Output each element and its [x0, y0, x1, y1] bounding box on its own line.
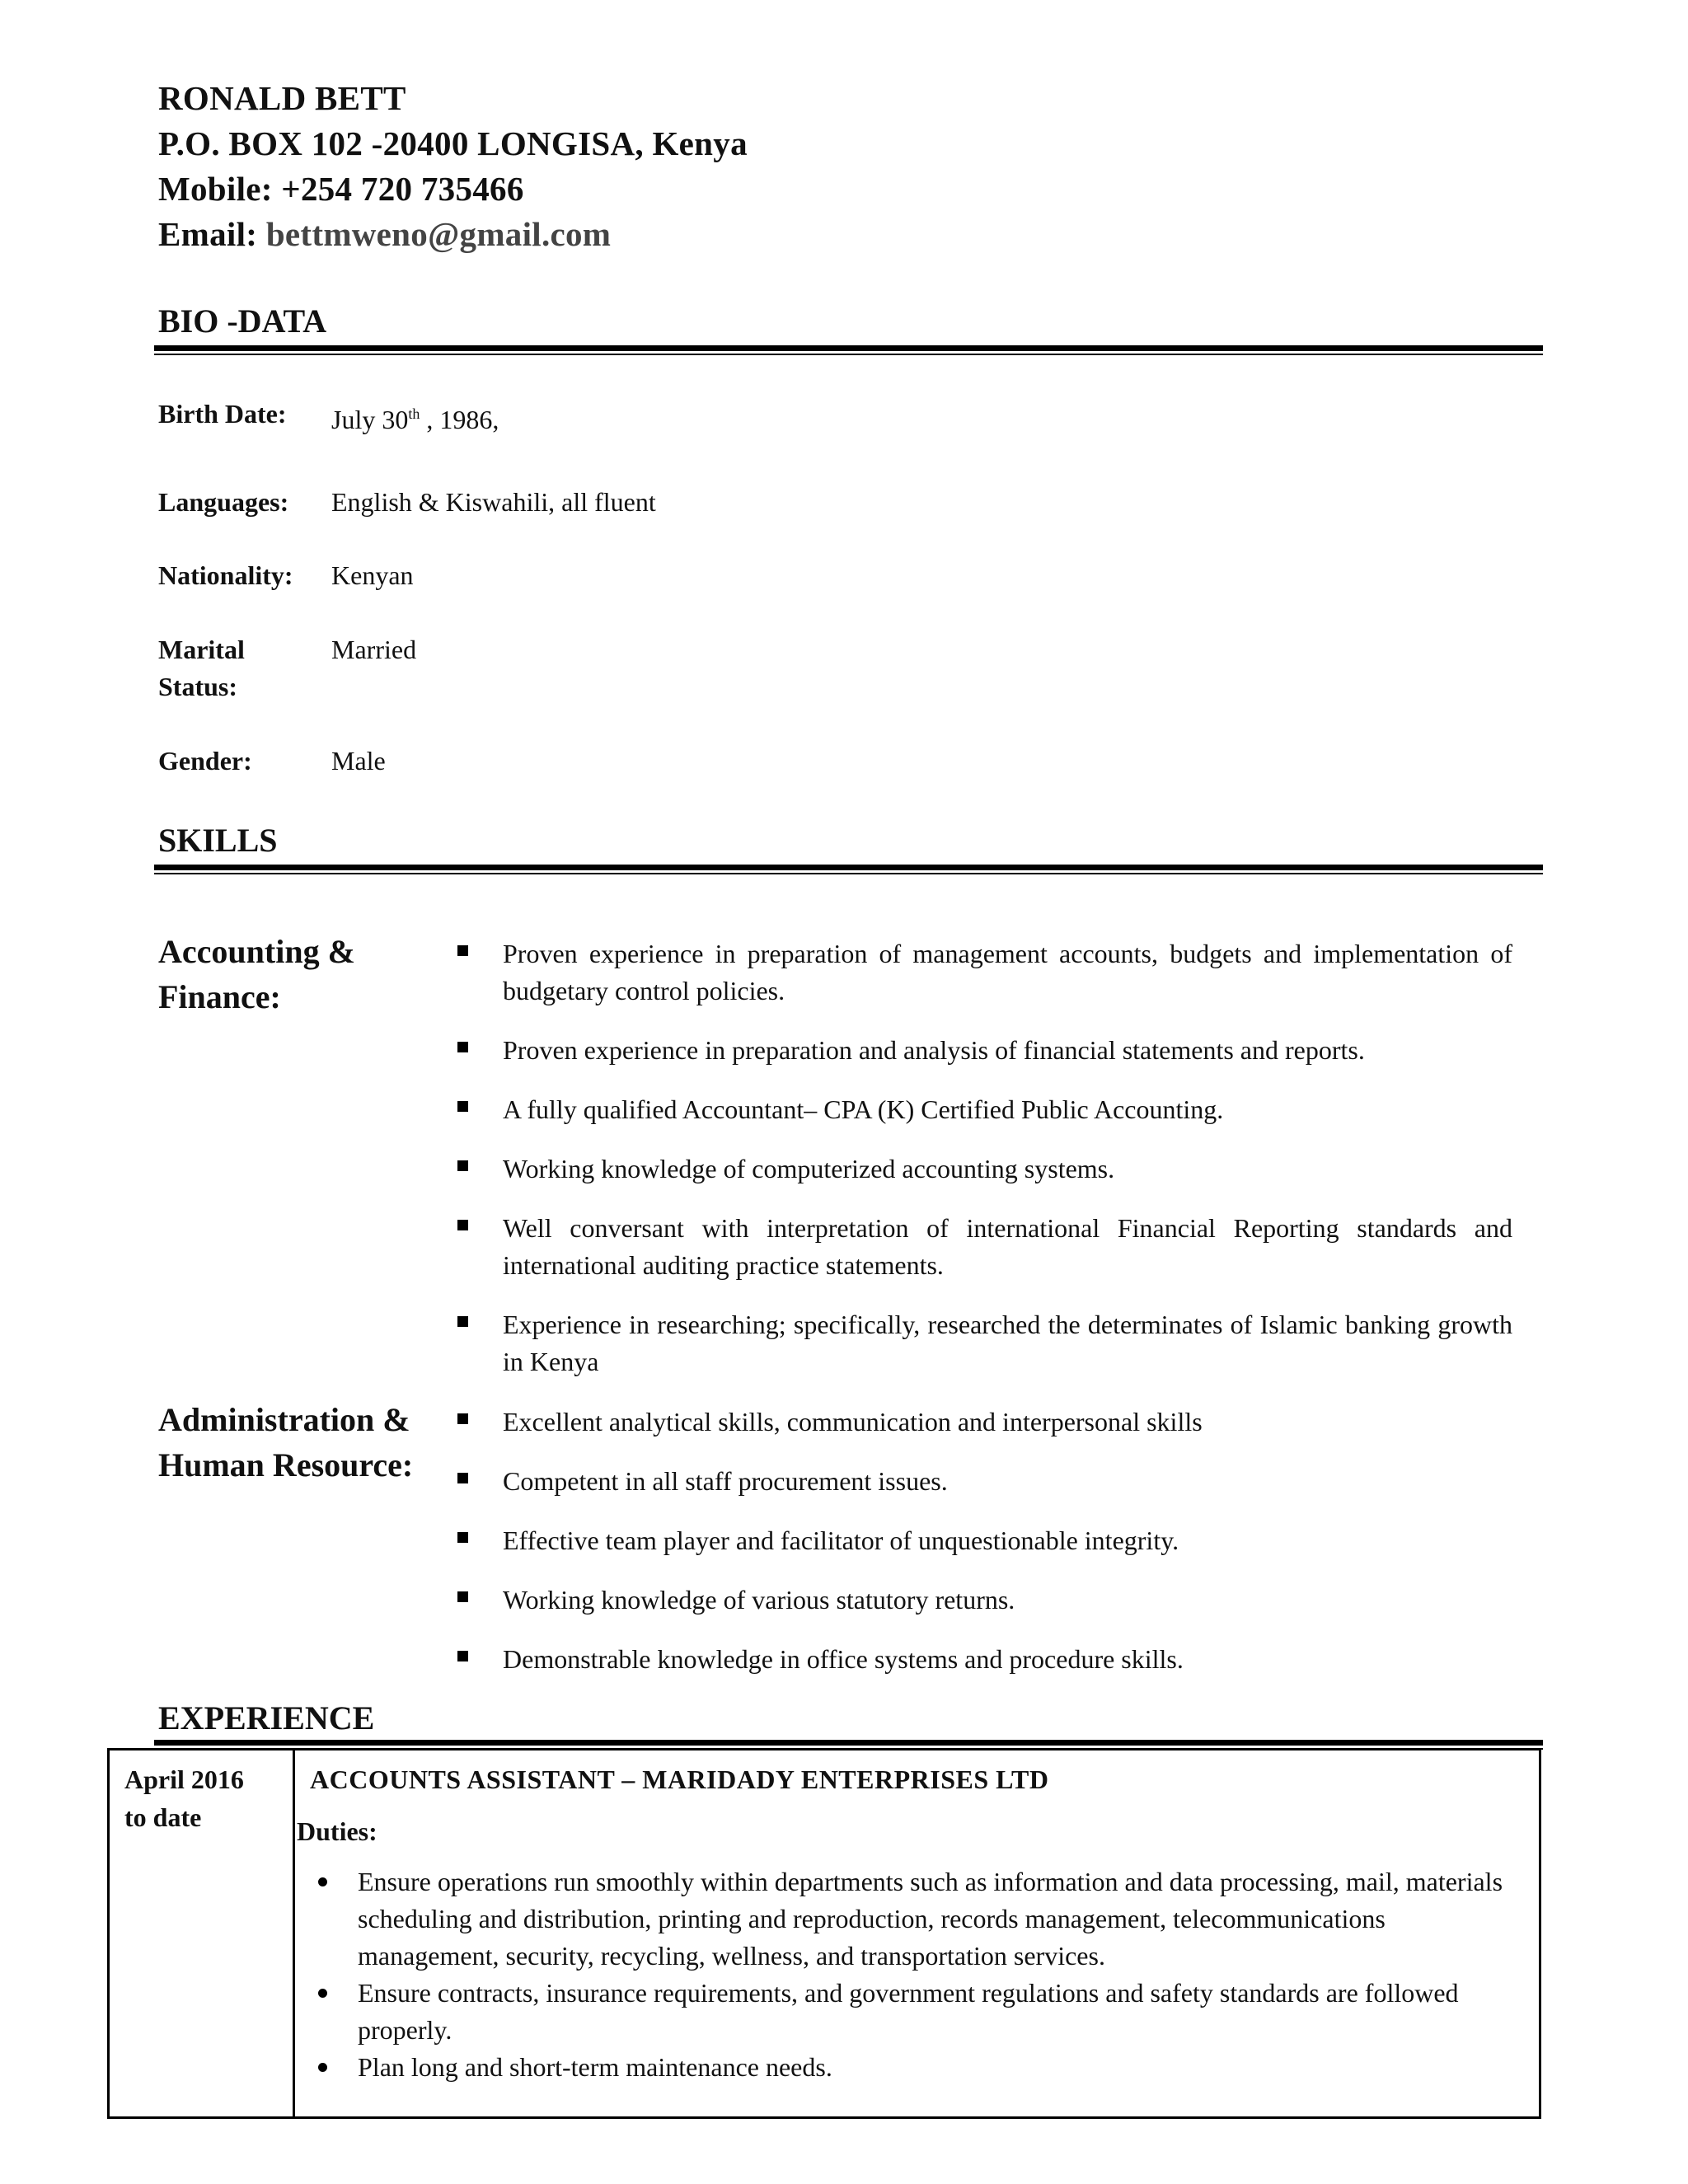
list-item: Working knowledge of computerized accounting systems. — [457, 1151, 1512, 1188]
bullet-square-icon — [457, 1101, 468, 1112]
bullet-square-icon — [457, 1532, 468, 1543]
experience-date: April 2016 to date — [124, 1765, 244, 1832]
postal-address: P.O. BOX 102 -20400 LONGISA, Kenya — [158, 124, 748, 162]
email-line — [158, 212, 748, 257]
list-item: Working knowledge of various statutory returns. — [457, 1582, 1512, 1619]
list-item: Demonstrable knowledge in office systems and procedure skills. — [457, 1641, 1512, 1678]
bullet-dot-icon — [318, 1989, 327, 1998]
list-item: Effective team player and facilitator of unquestionable integrity. — [457, 1522, 1512, 1559]
list-item: Proven experience in preparation of management accounts, budgets and implementation of budgetary control policies. — [457, 935, 1512, 1010]
skills-rule — [154, 865, 1543, 874]
bio-value: English & Kiswahili, all fluent — [331, 487, 656, 517]
bio-label: Marital Status: — [158, 635, 245, 701]
bullet-square-icon — [457, 1160, 468, 1171]
bullet-square-icon — [457, 1316, 468, 1327]
contact-header — [158, 76, 748, 257]
bio-label: Gender: — [158, 746, 252, 776]
skill-category-administration-hr: Administration & Human Resource: — [158, 1401, 414, 1483]
experience-table — [107, 1748, 1541, 2119]
list-item: Excellent analytical skills, communication and interpersonal skills — [457, 1404, 1512, 1441]
bio-label: Languages: — [158, 487, 289, 517]
bio-value: Kenyan — [331, 560, 414, 590]
bio-value: July 30th , 1986, — [331, 405, 499, 434]
bio-label: Nationality: — [158, 560, 293, 590]
list-item: Ensure operations run smoothly within departments such as information and data processing, mail, materials scheduling and distribution, printing and reproduction, records management, telecommunications management, security, recycling, wellness, and transportation services. — [312, 1863, 1515, 1975]
bullet-square-icon — [457, 1413, 468, 1424]
bullet-square-icon — [457, 1651, 468, 1661]
list-item: Competent in all staff procurement issues. — [457, 1463, 1512, 1500]
applicant-name: RONALD BETT — [158, 79, 406, 117]
bio-label: Birth Date: — [158, 399, 287, 429]
duties-list — [312, 1863, 1515, 2086]
list-item: Plan long and short-term maintenance needs. — [312, 2049, 1515, 2086]
bullet-square-icon — [457, 1473, 468, 1483]
email-address: bettmweno@gmail.com — [265, 215, 612, 253]
skill-category-accounting-finance: Accounting & Finance: — [158, 933, 355, 1015]
bullet-square-icon — [457, 945, 468, 956]
bio-data-heading: BIO -DATA — [158, 302, 327, 340]
bullet-square-icon — [457, 1591, 468, 1602]
mobile-number: Mobile: +254 720 735466 — [158, 170, 524, 208]
list-item: Ensure contracts, insurance requirements, and government regulations and safety standards are followed properly. — [312, 1975, 1515, 2049]
email-label: Email: — [158, 215, 258, 253]
bio-data-rule — [154, 345, 1543, 355]
bullet-dot-icon — [318, 1877, 327, 1886]
bullet-dot-icon — [318, 2063, 327, 2072]
bullet-square-icon — [457, 1042, 468, 1052]
list-item: Experience in researching; specifically, researched the determinates of Islamic banking growth in Kenya — [457, 1306, 1512, 1380]
list-item: Proven experience in preparation and analysis of financial statements and reports. — [457, 1032, 1512, 1069]
experience-heading: EXPERIENCE — [158, 1699, 375, 1736]
experience-role-title: ACCOUNTS ASSISTANT – MARIDADY ENTERPRISES LTD — [310, 1765, 1049, 1794]
list-item: A fully qualified Accountant– CPA (K) Certified Public Accounting. — [457, 1091, 1512, 1128]
bio-value: Married — [331, 635, 417, 664]
bio-value: Male — [331, 746, 386, 776]
duties-label: Duties: — [297, 1816, 377, 1846]
bullet-square-icon — [457, 1220, 468, 1230]
skills-heading: SKILLS — [158, 822, 278, 859]
list-item: Well conversant with interpretation of international Financial Reporting standards and international auditing practice statements. — [457, 1210, 1512, 1284]
table-column-divider — [293, 1750, 295, 2116]
accounting-skills-list — [457, 935, 1512, 1403]
administration-skills-list — [457, 1404, 1512, 1700]
